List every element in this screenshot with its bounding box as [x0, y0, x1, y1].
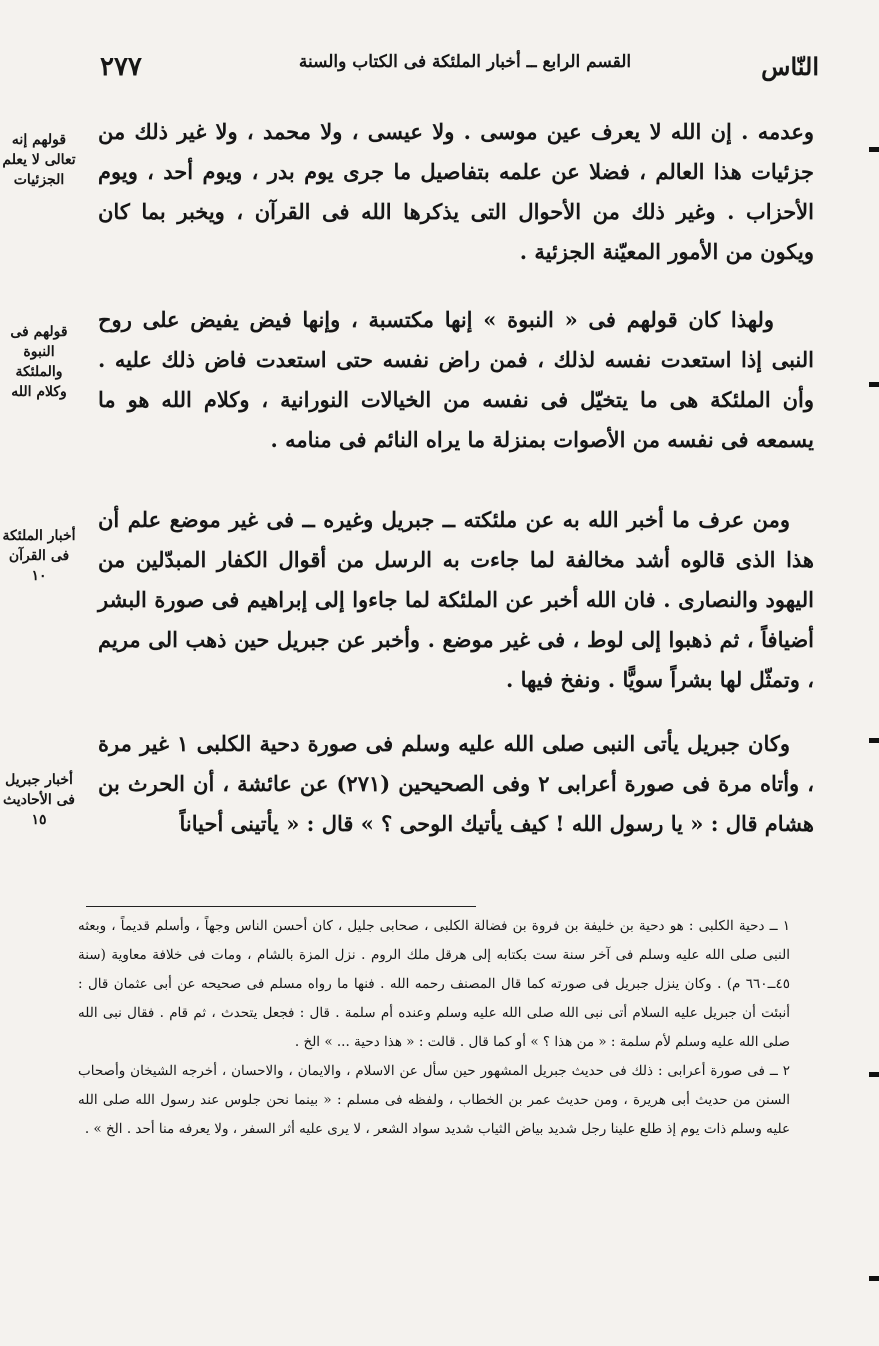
margin-note-2-line-2: والملئكة	[15, 364, 63, 380]
margin-note-2-line-3: وكلام الله	[11, 384, 67, 400]
margin-note-4-line-3: ١٥	[31, 812, 47, 828]
edge-mark	[869, 1276, 879, 1281]
page-number: ٢٧٧	[100, 52, 142, 82]
margin-note-3-line-1: أخبار الملئكة	[2, 528, 76, 544]
margin-note-1-line-1: قولهم إنه	[11, 132, 67, 148]
edge-mark	[869, 147, 879, 152]
edge-mark	[869, 382, 879, 387]
paragraph-2: ولهذا كان قولهم فى « النبوة » إنها مكتسبة ، وإنها فيض يفيض على روح النبى إذا استعدت نفسه لذلك ، فمن راض نفسه حتى استعدت فاض ذلك عليه . وأن الملئكة هى ما يتخيّل فى نفسه من الخيالات النورانية ، وكلام الله هو ما يسمعه فى نفسه من الأصوات بمنزلة ما يراه النائم فى منامه .	[98, 307, 814, 452]
paragraph-4: وكان جبريل يأتى النبى صلى الله عليه وسلم فى صورة دحية الكلبى ١ غير مرة ، وأتاه مرة فى صورة أعرابى ٢ وفى الصحيحين (٢٧١) عن عائشة ، أن الحرث بن هشام قال : « يا رسول الله ! كيف يأتيك الوحى ؟ » قال : « يأتينى أحياناً	[98, 731, 814, 836]
footnotes	[78, 912, 790, 1144]
margin-note-2-line-1: قولهم فى النبوة	[10, 324, 68, 360]
running-title: القسم الرابع ــ أخبار الملئكة فى الكتاب والسنة	[298, 52, 632, 72]
margin-note-1-line-3: الجزئيات	[13, 172, 65, 188]
footnote-1: ١ ــ دحية الكلبى : هو دحية بن خليفة بن فروة بن فضالة الكلبى ، صحابى جليل ، كان أحسن الناس وجهاً ، وأسلم قديماً ، وبعثه النبى صلى الله عليه وسلم فى آخر سنة ست بكتابه إلى هرقل ملك الروم . نزل المزة بالشام ، ومات فى خلافة معاوية (سنة ٤٥ــ٦٦٠ م) . وكان ينزل جبريل فى صورته كما قال المصنف رحمه الله . فنها ما رواه مسلم فى صحيحه عن أبى عثمان قال : أنبئت أن جبريل عليه السلام أتى نبى الله صلى الله عليه وسلم وعنده أم سلمة . قال : فجعل يتحدث ، ثم قام . فقال نبى الله صلى الله عليه وسلم لأم سلمة : « من هذا ؟ » أو كما قال . قالت : « هذا دحية ... » الخ .	[78, 918, 790, 1050]
edge-mark	[869, 738, 879, 743]
margin-note-1	[0, 130, 78, 190]
margin-note-4	[0, 770, 78, 830]
margin-note-2	[0, 322, 78, 402]
margin-note-4-line-2: فى الأحاديث	[3, 792, 75, 808]
margin-note-3-line-2: فى القرآن	[8, 548, 70, 564]
paragraph-1: وعدمه . إن الله لا يعرف عين موسى . ولا عيسى ، ولا محمد ، ولا غير ذلك من جزئيات هذا العالم ، فضلا عن علمه بتفاصيل ما جرى يوم بدر ، ويوم أحد ، ويوم الأحزاب . وغير ذلك من الأحوال التى يذكرها الله فى القرآن ، ويخبر بما كان ويكون من الأمور المعيّنة الجزئية .	[98, 119, 814, 264]
margin-note-3	[0, 526, 78, 586]
main-text	[98, 112, 814, 844]
margin-note-4-line-1: أخبار جبريل	[5, 772, 73, 788]
margin-note-3-line-3: ١٠	[31, 568, 47, 584]
footnote-2: ٢ ــ فى صورة أعرابى : ذلك فى حديث جبريل المشهور حين سأل عن الاسلام ، والايمان ، والاحسان ، أخرجه الشيخان وأصحاب السنن من حديث أبى هريرة ، ومن حديث عمر بن الخطاب ، ولفظه فى مسلم : « بينما نحن جلوس عند رسول الله صلى الله عليه وسلم ذات يوم إذ طلع علينا رجل شديد بياض الثياب شديد سواد الشعر ، لا يرى عليه أثر السفر ، ولا يعرفه منا أحد . الخ » .	[78, 1063, 790, 1137]
margin-note-1-line-2: تعالى لا يعلم	[2, 152, 76, 168]
paragraph-3: ومن عرف ما أخبر الله به عن ملئكته ــ جبريل وغيره ــ فى غير موضع علم أن هذا الذى قالوه أشد مخالفة لما جاءت به الرسل من أقوال الكفار المبدّلين من اليهود والنصارى . فان الله أخبر عن الملئكة لما جاءوا إلى إبراهيم فى صورة البشر أضيافاً ، ثم ذهبوا إلى لوط ، فى غير موضع . وأخبر عن جبريل حين ذهب الى مريم ، وتمثّل لها بشراً سويًّا . ونفخ فيها .	[98, 507, 814, 692]
footnote-divider	[86, 906, 476, 907]
book-title: النّاس	[761, 52, 819, 81]
edge-mark	[869, 1072, 879, 1077]
